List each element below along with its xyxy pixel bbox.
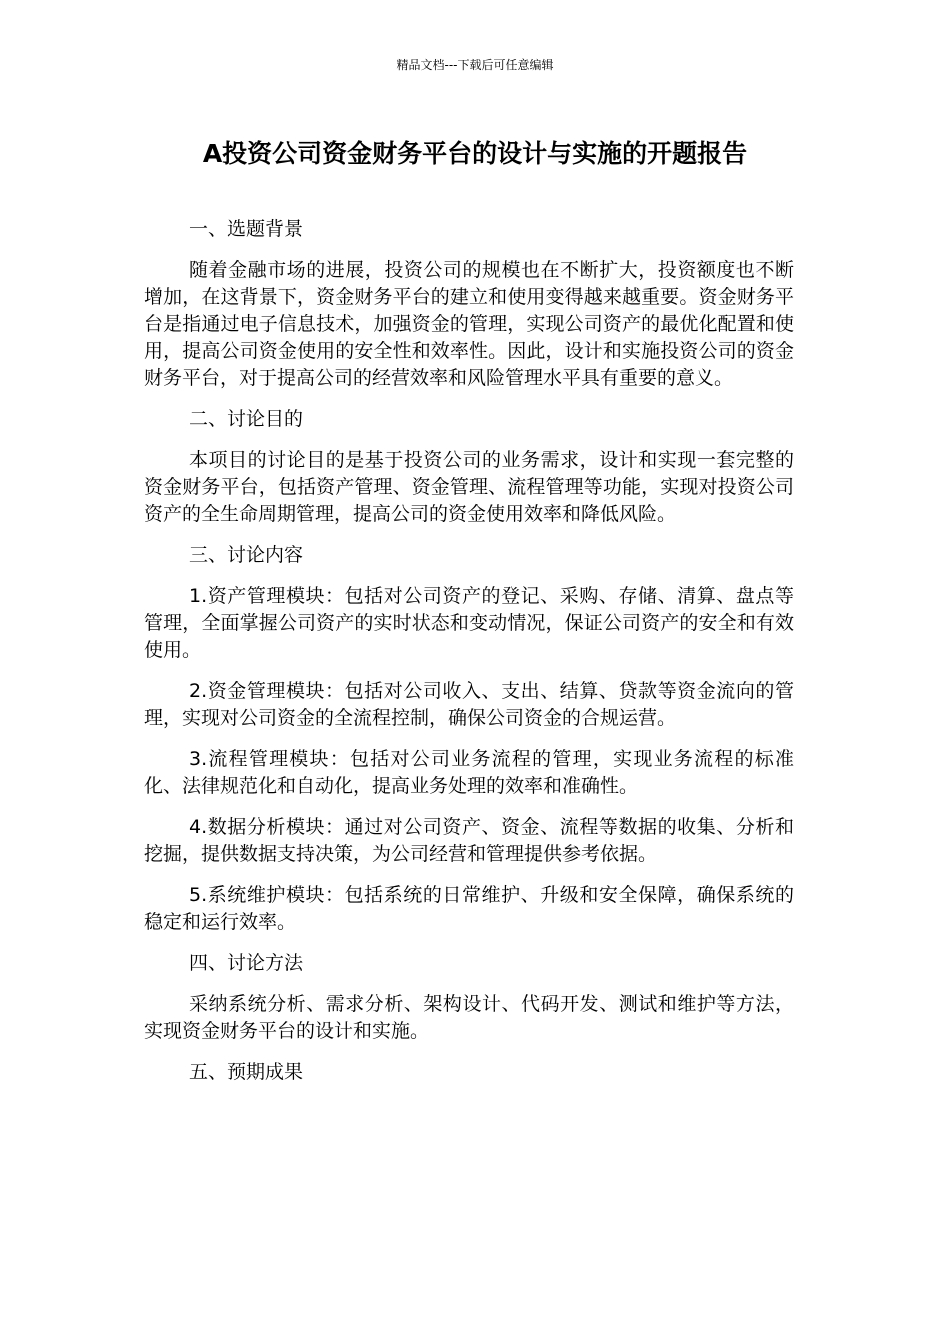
header-note: 精品文档---下载后可任意编辑: [396, 58, 554, 72]
section-heading-method: 四、讨论方法: [189, 952, 304, 974]
document-title: A投资公司资金财务平台的设计与实施的开题报告: [202, 139, 748, 168]
paragraph-background: 随着金融市场的进展，投资公司的规模也在不断扩大，投资额度也不断增加，在这背景下，资金财务平台的建立和使用变得越来越重要。资金财务平台是指通过电子信息技术，加强资金的管理，实现公司资产的最优化配置和使用，提高公司资金使用的安全性和效率性。因此，设计和实施投资公司的资金财务平台，对于提高公司的经营效率和风险管理水平具有重要的意义。: [144, 259, 794, 389]
list-item-asset-module: 1.资产管理模块：包括对公司资产的登记、采购、存储、清算、盘点等管理，全面掌握公司资产的实时状态和变动情况，保证公司资产的安全和有效使用。: [144, 585, 794, 661]
document-body: [144, 216, 794, 1100]
list-item-process-module: 3.流程管理模块：包括对公司业务流程的管理，实现业务流程的标准化、法律规范化和自动化，提高业务处理的效率和准确性。: [144, 748, 794, 797]
section-heading-content: 三、讨论内容: [189, 544, 304, 566]
section-heading-background: 一、选题背景: [189, 218, 304, 240]
section-heading-outcomes: 五、预期成果: [189, 1061, 304, 1083]
list-item-data-module: 4.数据分析模块：通过对公司资产、资金、流程等数据的收集、分析和挖掘，提供数据支持决策，为公司经营和管理提供参考依据。: [144, 816, 794, 865]
list-item-fund-module: 2.资金管理模块：包括对公司收入、支出、结算、贷款等资金流向的管理，实现对公司资金的全流程控制，确保公司资金的合规运营。: [144, 680, 794, 729]
section-heading-purpose: 二、讨论目的: [189, 408, 304, 430]
paragraph-purpose: 本项目的讨论目的是基于投资公司的业务需求，设计和实现一套完整的资金财务平台，包括资产管理、资金管理、流程管理等功能，实现对投资公司资产的全生命周期管理，提高公司的资金使用效率和降低风险。: [144, 449, 794, 525]
paragraph-method: 采纳系统分析、需求分析、架构设计、代码开发、测试和维护等方法，实现资金财务平台的设计和实施。: [144, 993, 794, 1042]
list-item-maintenance-module: 5.系统维护模块：包括系统的日常维护、升级和安全保障，确保系统的稳定和运行效率。: [144, 884, 794, 933]
